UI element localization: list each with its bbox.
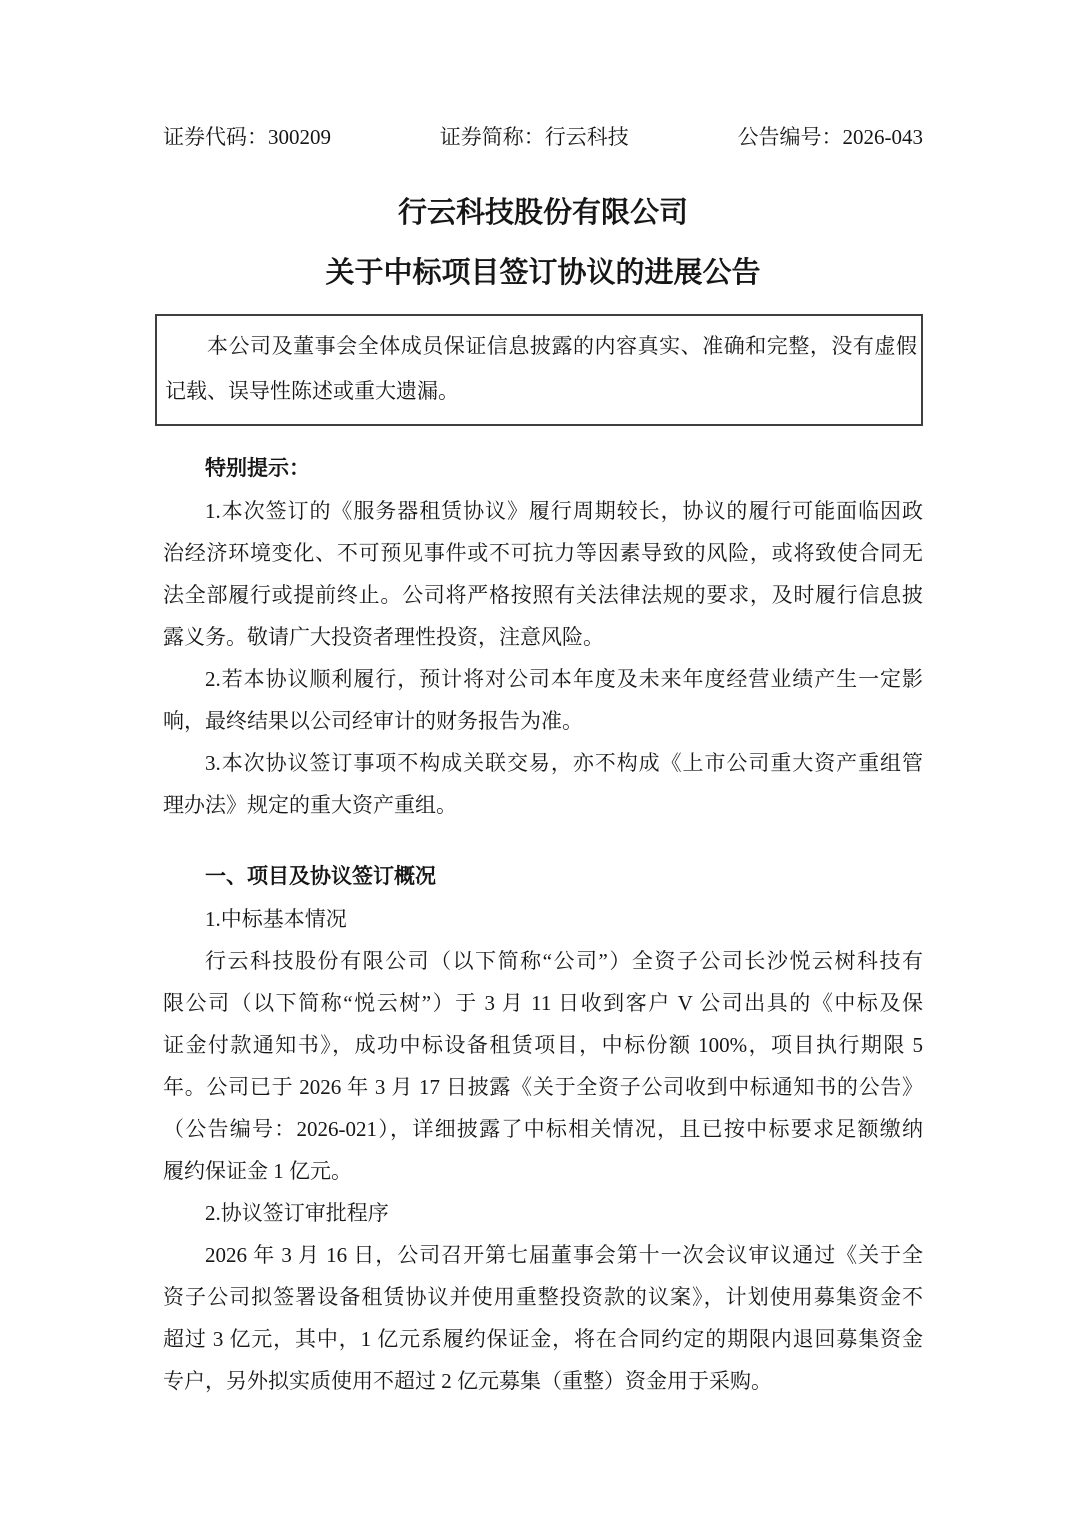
paragraph-line: 3.本次协议签订事项不构成关联交易，亦不构成《上市公司重大资产重组管: [205, 751, 923, 775]
paragraph-line: 限公司（以下简称“悦云树”）于 3 月 11 日收到客户 V 公司出具的《中标及保: [163, 991, 923, 1015]
paragraph-line: 超过 3 亿元，其中，1 亿元系履约保证金，将在合同约定的期限内退回募集资金: [163, 1327, 923, 1351]
special-tips-paragraph-1: [163, 490, 923, 658]
paragraph-line: 年。公司已于 2026 年 3 月 17 日披露《关于全资子公司收到中标通知书的公告》: [163, 1075, 923, 1099]
section-1-heading: 一、项目及协议签订概况: [205, 865, 436, 888]
paragraph-line: 履约保证金 1 亿元。: [163, 1159, 352, 1183]
section-1-subheading-1: 1.中标基本情况: [205, 907, 347, 931]
stock-code: 证券代码：300209: [163, 125, 331, 149]
paragraph-line: 1.本次签订的《服务器租赁协议》履行周期较长，协议的履行可能面临因政: [205, 499, 923, 523]
paragraph-line: 2.若本协议顺利履行，预计将对公司本年度及未来年度经营业绩产生一定影: [205, 667, 923, 691]
paragraph-line: 资子公司拟签署设备租赁协议并使用重整投资款的议案》，计划使用募集资金不: [163, 1285, 923, 1309]
stock-short-name: 证券简称：行云科技: [439, 125, 629, 149]
paragraph-line: 行云科技股份有限公司（以下简称“公司”）全资子公司长沙悦云树科技有: [205, 949, 923, 973]
paragraph-line: 专户，另外拟实质使用不超过 2 亿元募集（重整）资金用于采购。: [163, 1369, 772, 1393]
section-1-paragraph-2: [163, 1234, 923, 1402]
paragraph-line: 2026 年 3 月 16 日，公司召开第七届董事会第十一次会议审议通过《关于全: [205, 1243, 923, 1267]
disclaimer-line: 本公司及董事会全体成员保证信息披露的内容真实、准确和完整，没有虚假: [207, 334, 917, 358]
special-tips-heading: 特别提示：: [205, 457, 310, 480]
announcement-number: 公告编号：2026-043: [737, 125, 923, 149]
special-tips-paragraph-3: [163, 742, 923, 826]
disclaimer-line: 记载、误导性陈述或重大遗漏。: [165, 379, 459, 403]
special-tips-paragraph-2: [163, 658, 923, 742]
section-1-paragraph-1: [163, 940, 923, 1192]
document-header: [163, 122, 923, 152]
paragraph-line: 证金付款通知书》，成功中标设备租赁项目，中标份额 100%，项目执行期限 5: [163, 1033, 923, 1057]
section-1-subheading-2: 2.协议签订审批程序: [205, 1201, 389, 1225]
paragraph-line: 理办法》规定的重大资产重组。: [163, 793, 457, 817]
page-subtitle: 关于中标项目签订协议的进展公告: [325, 257, 761, 289]
paragraph-line: 治经济环境变化、不可预见事件或不可抗力等因素导致的风险，或将致使合同无: [163, 541, 923, 565]
paragraph-line: 法全部履行或提前终止。公司将严格按照有关法律法规的要求，及时履行信息披: [163, 583, 923, 607]
paragraph-line: 响，最终结果以公司经审计的财务报告为准。: [163, 709, 583, 733]
document-body: [163, 448, 923, 1402]
paragraph-line: （公告编号：2026-021），详细披露了中标相关情况，且已按中标要求足额缴纳: [163, 1117, 923, 1141]
page-title: 行云科技股份有限公司: [397, 197, 688, 229]
paragraph-line: 露义务。敬请广大投资者理性投资，注意风险。: [163, 625, 604, 649]
disclaimer-box: [155, 314, 923, 426]
